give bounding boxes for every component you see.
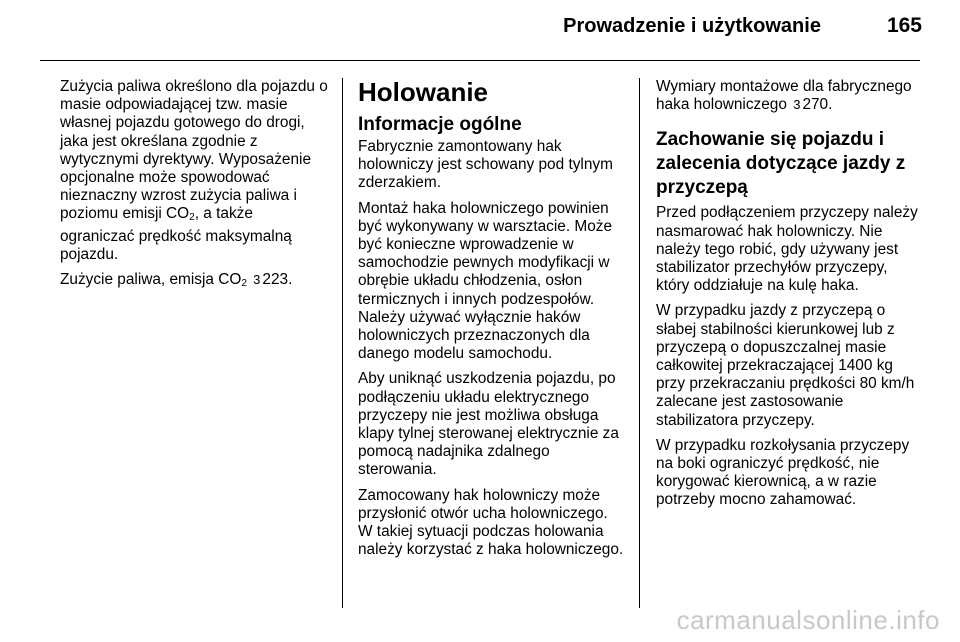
paragraph: Zamocowany hak holowniczy może przysłonić otwór ucha holowniczego. W takiej sytuacji podczas holowania należy korzystać z haka holowniczego. [358,486,624,559]
page-reference-link[interactable]: 223. [262,271,293,289]
page-reference-icon: 3 [793,97,801,113]
paragraph: Aby uniknąć uszkodzenia pojazdu, po podłączeniu układu elektrycznego przyczepy nie jest możliwa obsługa klapy tylnej sterowanej elektrycznie za pomocą nadajnika zdalnego sterowania. [358,370,619,479]
header-rule [40,60,920,61]
page-reference-link[interactable]: 270. [802,96,833,114]
column-1 [60,78,328,300]
page-number: 165 [886,14,922,37]
section-heading: Informacje ogólne [358,114,522,135]
page-reference-icon: 3 [253,272,261,288]
section-heading: Zachowanie się pojazdu i zalecenia dotyczące jazdy z przyczepą [656,129,906,199]
paragraph: Zużycie paliwa, emisja $CO_2$ 3 223. [60,271,293,290]
paragraph: Zużycia paliwa określono dla pojazdu o masie odpowiadającej tzw. masie własnej pojazdu gotowego do drogi, jaka jest określana zgodnie z wytycznymi dyrektywy. Wyposażenie opcjonalne może spowodować nieznaczny wzrost zużycia paliwa i poziomu emisji $CO_2$, a także ograniczać prędkość maksymalną pojazdu. [60,78,328,263]
column-divider-2 [639,78,640,608]
column-3 [656,78,924,517]
column-2 [358,78,626,566]
column-divider-1 [342,78,343,608]
chapter-heading: Holowanie [358,77,489,107]
watermark: carmanualsonline.info [676,605,940,635]
paragraph: Montaż haka holowniczego powinien być wykonywany w warsztacie. Może być konieczne wprowadzenie w samochodzie pewnych modyfikacji w obrębie układu chłodzenia, osłon termicznych i innych podzespołów. Należy używać wyłącznie haków holowniczych przeznaczonych dla danego modelu samochodu. [358,199,613,363]
paragraph: Fabrycznie zamontowany hak holowniczy jest schowany pod tylnym zderzakiem. [358,138,613,192]
paragraph: W przypadku rozkołysania przyczepy na boki ograniczyć prędkość, nie korygować kierownicą, a w razie potrzeby mocno zahamować. [656,436,910,509]
paragraph: Wymiary montażowe dla fabrycznego haka holowniczego 3 270. [656,78,912,114]
paragraph: Przed podłączeniem przyczepy należy nasmarować hak holowniczy. Nie należy tego robić, gdy używany jest stabilizator przechyłów przyczepy, który oddziałuje na kulę haka. [656,204,918,295]
section-title: Prowadzenie i użytkowanie [563,15,821,37]
paragraph: W przypadku jazdy z przyczepą o słabej stabilności kierunkowej lub z przyczepą o dopuszczalnej masie całkowitej przekraczającej 1400 kg przy przekraczaniu prędkości 80 km/h zalecane jest zastosowanie stabilizatora przyczepy. [656,302,915,429]
page-header [40,14,922,44]
